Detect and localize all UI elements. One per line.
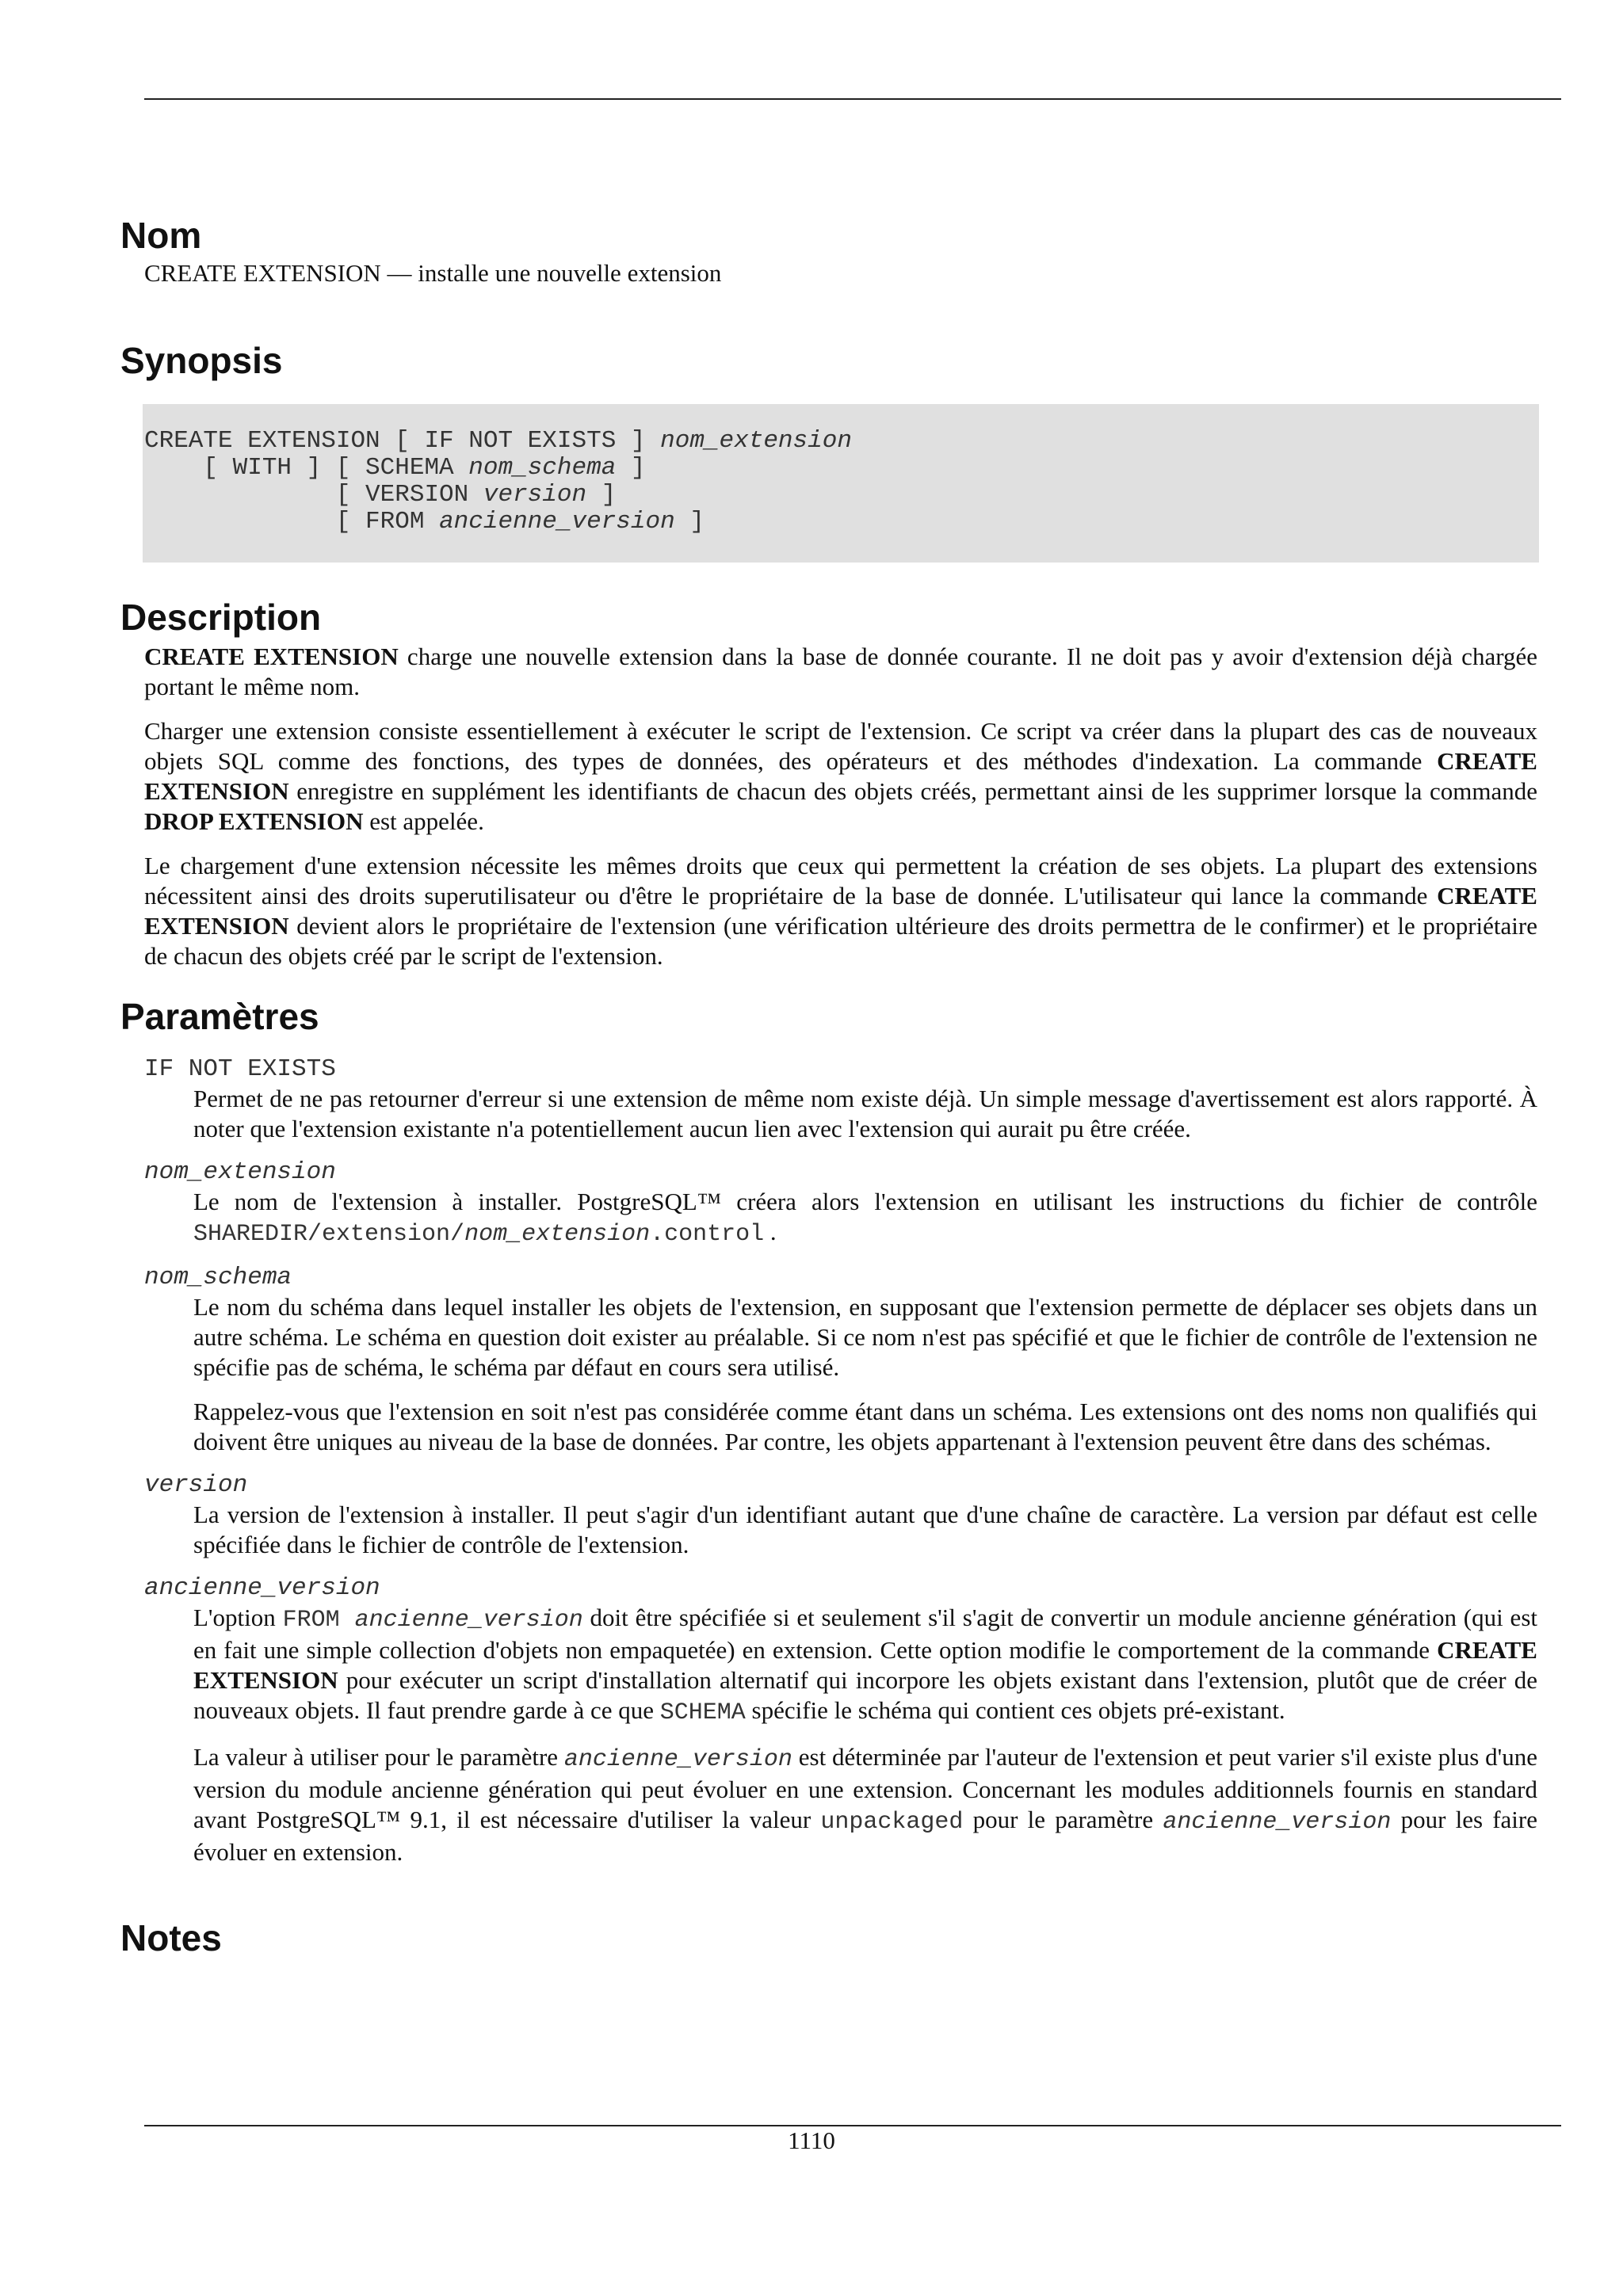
code-keyword: FROM [282,1607,355,1634]
path-ext: .control [650,1221,765,1248]
param-term-nom-extension [144,1158,1537,1187]
synopsis-line4-end: ] [674,508,705,536]
param-text [193,1187,1537,1249]
heading-nom: Nom [120,215,202,256]
synopsis-line2-end: ] [616,454,646,482]
inline-code [283,1607,583,1634]
section-synopsis [120,339,1563,563]
description-p1-text: charge une nouvelle extension dans la base de donnée courante. Il ne doit pas y avoir d'extension déjà chargée portant le même nom. [144,643,1537,700]
param-term-text: ancienne_version [144,1574,380,1602]
path-arg: nom_extension [464,1221,651,1248]
param-desc-version [193,1500,1537,1560]
description-paragraph-3 [144,851,1537,971]
command-name: CREATE EXTENSION [144,747,1537,805]
param-term-text: nom_schema [144,1264,292,1291]
inline-code-arg: ancienne_version [1163,1809,1392,1836]
param-text [193,1603,1537,1728]
section-notes [120,1917,1563,1959]
param-text: La version de l'extension à installer. Il peut s'agir d'un identifiant autant que d'une chaîne de caractère. La version par défaut est celle spécifiée dans le fichier de contrôle de l'extension. [193,1501,1537,1558]
param-text [193,1742,1537,1867]
description-paragraph-1 [144,642,1537,702]
synopsis-code-block [143,404,1539,563]
param-text-part: spécifie le schéma qui contient ces objets pré-existant. [745,1696,1285,1724]
control-file-path [193,1221,764,1248]
param-desc-nom-schema [193,1292,1537,1457]
synopsis-line4: [ FROM [144,508,440,536]
param-text-part: pour les faire évoluer en extension. [193,1806,1538,1866]
description-p3-text-a: Le chargement d'une extension nécessite les mêmes droits que ceux qui permettent la création de ses objets. La plupart des extensions nécessitent ainsi des droits superutilisateur ou d'être le propriétaire de la base de donnée. L'utilisateur qui lance la commande [144,852,1537,910]
param-desc-if-not-exists [193,1084,1537,1144]
heading-notes: Notes [120,1917,222,1958]
description-paragraph-2 [144,716,1537,837]
header-rule [144,98,1561,100]
param-text-part: La valeur à utiliser pour le paramètre [193,1743,564,1771]
param-term-nom-schema [144,1264,1537,1292]
nom-text: CREATE EXTENSION — installe une nouvelle extension [144,259,722,287]
command-name: CREATE EXTENSION [144,882,1537,940]
description-p3-text-b: devient alors le propriétaire de l'extension (une vérification ultérieure des droits permettra de le confirmer) et le propriétaire de chacun des objets créé par le script de l'extension. [144,912,1537,970]
inline-code: SCHEMA [659,1699,746,1726]
command-name: CREATE EXTENSION [193,1636,1537,1694]
param-desc-ancienne-version [193,1603,1537,1867]
synopsis-line3-end: ] [586,481,617,509]
synopsis-arg-nom-schema: nom_schema [468,454,617,482]
param-text: Rappelez-vous que l'extension en soit n'est pas considérée comme étant dans un schéma. Les extensions ont des noms non qualifiés qui doivent être uniques au niveau de la base de données. Par contre, les objets appartenant à l'extension peuvent être dans des schémas. [193,1398,1537,1455]
param-text-end: . [764,1218,777,1245]
synopsis-arg-nom-extension: nom_extension [660,427,852,455]
parameter-list [144,1055,1537,1867]
code-arg: ancienne_version [354,1607,583,1634]
synopsis-line2: [ WITH ] [ SCHEMA [144,454,469,482]
param-text-part: doit être spécifiée si et seulement s'il s'agit de convertir un module ancienne génération (qui est en fait une simple collection d'objets non empaquetée) en extension. Cette option modifie le comportement de la commande [193,1604,1537,1664]
page-content [120,214,1563,1959]
param-term-text: nom_extension [144,1158,336,1186]
inline-code: unpackaged [820,1809,964,1836]
section-nom [120,214,1563,288]
param-text-part: pour exécuter un script d'installation alternatif qui incorpore les objets existant dans l'extension, plutôt que de créer de nouveaux objets. Il faut prendre garde à ce que [193,1666,1537,1724]
param-text-part: est déterminée par l'auteur de l'extension et peut varier s'il existe plus d'une version du module ancienne génération qui peut évoluer en une extension. Concernant les modules additionnels fournis en standard avant PostgreSQL™ 9.1, il est nécessaire d'utiliser la valeur [193,1743,1537,1833]
synopsis-arg-ancienne-version: ancienne_version [439,508,675,536]
param-text-part: L'option [193,1604,283,1631]
synopsis-arg-version: version [483,481,587,509]
param-term-text: version [144,1471,248,1499]
page-number: 1110 [788,2126,835,2154]
param-term-version [144,1471,1537,1500]
command-name: CREATE EXTENSION [144,643,399,670]
param-term-ancienne-version [144,1574,1537,1603]
param-text: Permet de ne pas retourner d'erreur si une extension de même nom existe déjà. Un simple message d'avertissement est alors rapporté. À noter que l'extension existante n'a potentiellement aucun lien avec l'extension qui aurait pu être créée. [193,1085,1537,1142]
command-name: DROP EXTENSION [144,807,364,835]
heading-parametres: Paramètres [120,996,319,1037]
synopsis-line3: [ VERSION [144,481,483,509]
heading-description: Description [120,597,322,638]
heading-synopsis: Synopsis [120,340,283,381]
param-text: Le nom du schéma dans lequel installer les objets de l'extension, en supposant que l'extension permette de déplacer ses objets dans un autre schéma. Le schéma en question doit exister au préalable. Si ce nom n'est pas spécifié et que le fichier de contrôle de l'extension ne spécifie pas de schéma, le schéma par défaut en cours sera utilisé. [193,1293,1537,1381]
description-p2-text-a: Charger une extension consiste essentiellement à exécuter le script de l'extension. Ce script va créer dans la plupart des cas de nouveaux objets SQL comme des fonctions, des types de données, des opérateurs et des méthodes d'indexation. La commande [144,717,1537,775]
path-part: SHAREDIR/extension/ [193,1221,465,1248]
param-text-part: Le nom de l'extension à installer. PostgreSQL™ créera alors l'extension en utilisant les instructions du fichier de contrôle [193,1188,1537,1215]
description-p2-text-b: enregistre en supplément les identifiants de chacun des objets créés, permettant ainsi de les supprimer lorsque la commande [288,777,1537,805]
inline-code-arg: ancienne_version [563,1746,792,1773]
section-parametres [120,995,1563,1867]
synopsis-line1: CREATE EXTENSION [ IF NOT EXISTS ] [144,427,661,455]
param-text-part: pour le paramètre [963,1806,1163,1833]
param-desc-nom-extension [193,1187,1537,1249]
section-description [120,596,1563,971]
synopsis-code [144,428,1537,536]
description-p2-text-c: est appelée. [363,807,484,835]
param-term-if-not-exists: IF NOT EXISTS [144,1055,336,1083]
